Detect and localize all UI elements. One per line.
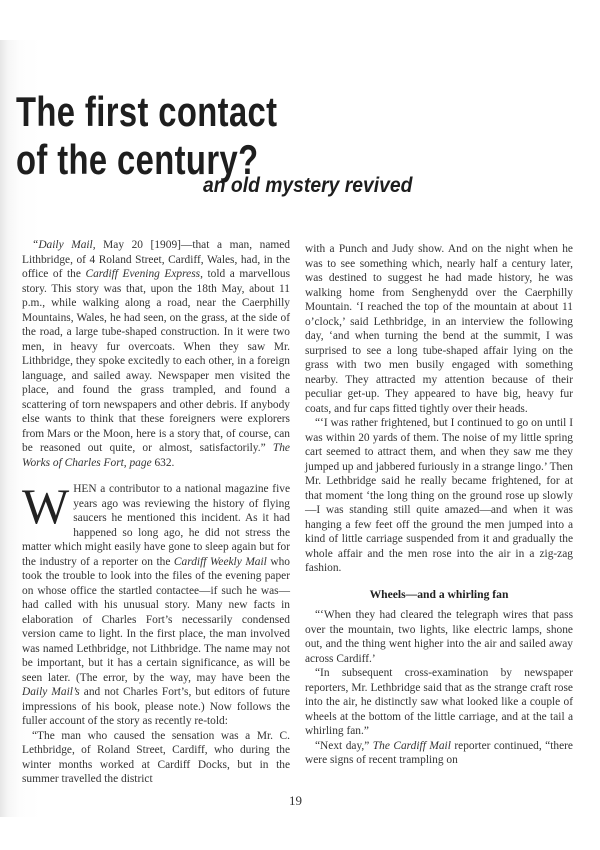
intro-newspaper: Cardiff Weekly Mail bbox=[173, 555, 267, 568]
paragraph: “The man who caused the sensation was a Mr. C. Lethbridge, of Roland Street, Cardiff, who during the winter months worked at Cardiff Docks, but in the summer travelled the district bbox=[22, 729, 290, 785]
intro-text-2: who took the trouble to look into the files of the evening paper on whose office the startled contactee—if such he was—had called with his unusual story. Many new facts in elaboration of Charles Fort’s necessarily condensed version came to light. In the first place, the man involved was named Lethbridge, not Lithbridge. The name may not be important, but it has a certain significance, as will be seen later. (The error, by the way, may have been the bbox=[22, 555, 290, 684]
right-column bbox=[305, 242, 573, 768]
quote-page: 632. bbox=[151, 456, 175, 469]
page-number: 19 bbox=[289, 793, 302, 808]
intro-text-3: and not Charles Fort’s, but editors of future impressions of his book, please note.) Now follows the fuller account of the story as recently re-told: bbox=[22, 686, 290, 727]
paragraph: with a Punch and Judy show. And on the night when he was to see something which, nearly half a century later, was destined to suggest he had made history, he was walking home from Senghenydd over the Caerphilly Mountain. ‘I reached the top of the mountain at about 11 o’clock,’ said Lethbridge, in an interview the following day, ‘and when turning the bend at the summit, I was surprised to see a long tube-shaped affair lying on the grass with two men busily engaged with something nearby. They attracted my attention because of their peculiar get-up. They appeared to have big, heavy fur coats, and fur caps fitted tightly over their heads. bbox=[305, 243, 573, 415]
intro-paragraph bbox=[22, 478, 290, 729]
paragraph: “In subsequent cross-examination by newspaper reporters, Mr. Lethbridge said that as the strange craft rose into the air, he distinctly saw what looked like a couple of wheels at the bottom of the little carriage, and at the tail a whirling fan.” bbox=[305, 667, 573, 737]
article-subtitle: an old mystery revived bbox=[203, 174, 413, 197]
quote-text-2: , told a marvellous story. This story was that, upon the 18th May, about 11 p.m., while walking along a road, near the Caerphilly Mountains, Wales, he had seen, on the grass, at the side of the road, a large tube-shaped construction. In it were two men, in heavy fur overcoats. When they saw Mr. Lithbridge, they spoke excitedly to each other, in a foreign language, and sailed away. Newspaper men visited the place, and found the grass trampled, and found a scattering of torn newspapers and other debris. If anybody else wants to think that these foreigners were explorers from Mars or the Moon, here is a story that, of course, can be reasoned out quite, or almost, satisfactorily.” bbox=[22, 268, 290, 454]
paragraph: “‘When they had cleared the telegraph wires that pass over the mountain, two lights, like electric lamps, shone out, and the thing went higher into the air and sailed away across Cardiff.’ bbox=[305, 609, 573, 665]
intro-text-1: HEN a contributor to a national magazine five years ago was reviewing the history of flying saucers he mentioned this incident. As it had happened so long ago, he did not stress the matter which might easily have gone to sleep again but for the industry of a reporter on the bbox=[22, 483, 290, 568]
fort-quote bbox=[22, 238, 290, 470]
title-line-2: of the century? bbox=[16, 136, 259, 184]
p5-newspaper: The Cardiff Mail bbox=[372, 739, 451, 752]
section-heading: Wheels—and a whirling fan bbox=[369, 587, 509, 601]
intro-newspaper-2: Daily Mail’s bbox=[22, 686, 80, 698]
quote-citation: The Works of Charles Fort, page bbox=[22, 442, 290, 469]
left-column bbox=[22, 238, 290, 787]
paragraph bbox=[305, 739, 573, 768]
quote-newspaper: Cardiff Evening Express bbox=[85, 268, 201, 280]
paragraph: “‘I was rather frightened, but I continued to go on until I was within 20 yards of them. The noise of my little spring cart seemed to attract them, and when they saw me they jumped up and jabbered furiously in a strange lingo.’ Then Mr. Lethbridge said he really became frightened, for at that moment ‘the long thing on the ground rose up slowly—I was standing still quite amazed—and when it was hanging a few feet off the ground the men jumped into a kind of little carriage suspended from it and gradually the whole affair and the men rose into the air in a zig-zag fashion. bbox=[305, 417, 573, 574]
title-line-1: The first contact bbox=[16, 88, 278, 136]
drop-cap: W bbox=[22, 478, 70, 534]
article-title bbox=[16, 88, 278, 184]
quote-source: “Daily Mail, bbox=[32, 239, 96, 251]
p5-text-2: reporter continued, “there were signs of recent trampling on bbox=[305, 739, 573, 766]
p5-text-1: “Next day,” bbox=[315, 739, 373, 752]
quote-text-1: May 20 [1909]—that a man, named Lithbridge, of 4 Roland Street, Cardiff, Wales, had, in the office of the bbox=[22, 239, 290, 280]
